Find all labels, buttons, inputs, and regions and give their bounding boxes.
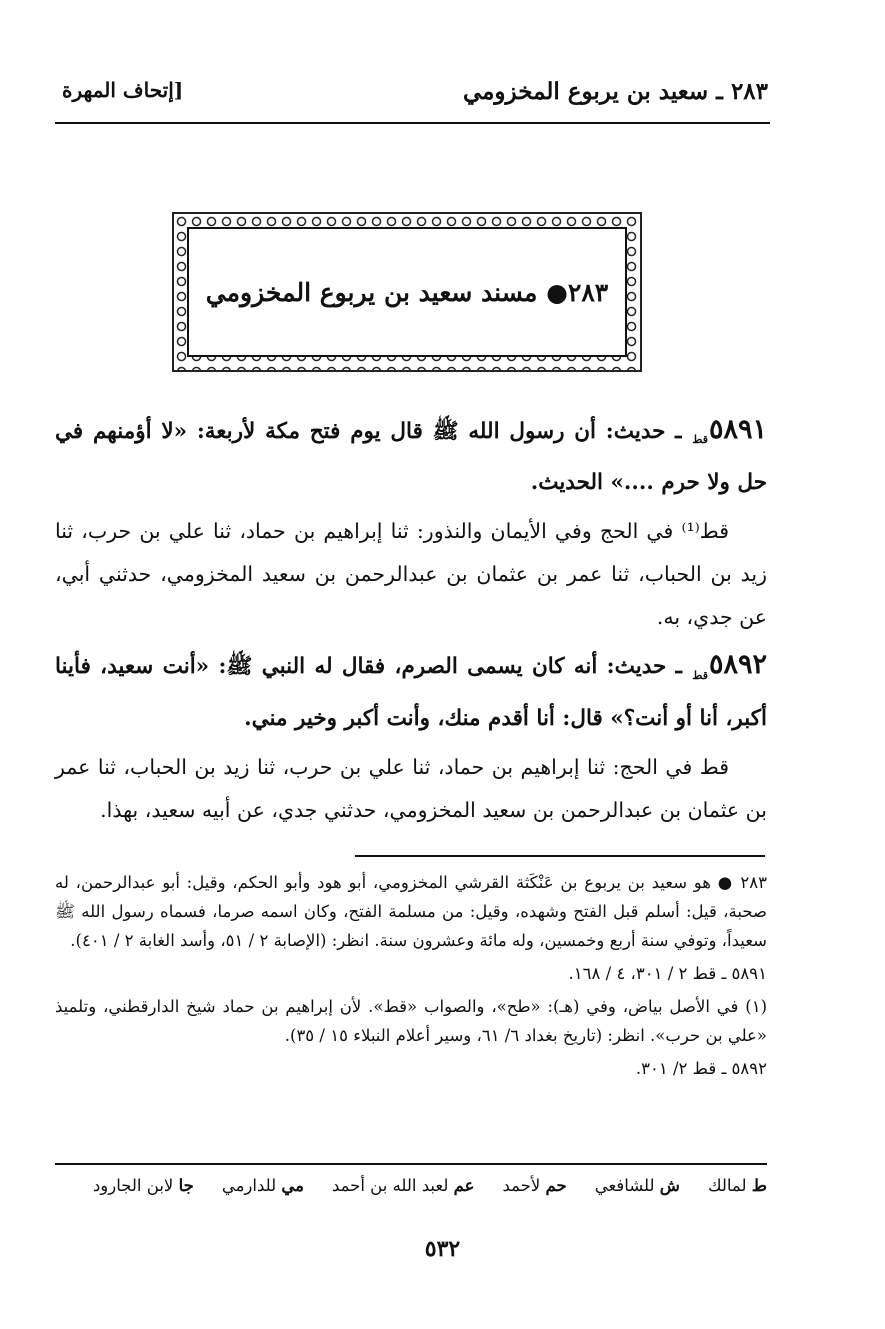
header-book-title: [إتحاف المهرة <box>62 78 184 102</box>
footnote-reference: ٥٨٩٢ ـ قط ٢/ ٣٠١. <box>635 1059 767 1078</box>
header-chapter-title: ٢٨٣ ـ سعيد بن يربوع المخزومي <box>462 78 768 105</box>
page-number: ٥٣٢ <box>424 1236 461 1262</box>
musnad-title: ٢٨٣● مسند سعيد بن يربوع المخزومي <box>205 277 609 307</box>
isnad-5891: قط⁽¹⁾ في الحج وفي الأيمان والنذور: ثنا إبراهيم بن حماد، ثنا علي بن حرب، ثنا زيد بن الحباب، ثنا عمر بن عثمان بن عبدالرحمن بن سعيد المخزومي، حدثني أبي، عن جدي، به. <box>55 519 767 630</box>
hadith-5891 <box>55 408 767 504</box>
siglum-entry: ط لمالك <box>707 1176 767 1195</box>
hadith-text: ـ حديث: أنه كان يسمى الصرم، فقال له النبي ﷺ: «أنت سعيد، فأينا أكبر، أنا أو أنت؟» قال: أنا أقدم منك، وأنت أكبر وخير مني. <box>55 654 767 731</box>
siglum-entry: عم لعبد الله بن أحمد <box>331 1176 475 1195</box>
main-text <box>55 408 767 832</box>
hadith-number: ٥٨٩٢ <box>708 649 767 681</box>
siglum-entry: جا لابن الجارود <box>92 1176 194 1195</box>
siglum-entry: مي للدارمي <box>221 1176 304 1195</box>
footnote-reference: ٥٨٩١ ـ قط ٢ / ٣٠١، ٤ / ١٦٨. <box>568 964 767 983</box>
hadith-number: ٥٨٩١ <box>708 414 767 445</box>
header-rule <box>55 122 770 124</box>
sigla-key <box>55 1176 767 1195</box>
footnote-biography: ٢٨٣ ● هو سعيد بن يربوع بن عَنْكَثة القرشي المخزومي، أبو هود وأبو الحكم، وقيل: أبو عبدالرحمن، له صحبة، قيل: أسلم قبل الفتح وشهده، وقيل: من مسلمة الفتح، وكان اسمه صرما، فسماه رسول الله ﷺ سعيداً، وتوفي سنة أربع وخمسين، وله مائة وعشرون سنة. انظر: (الإصابة ٢ / ٥١، وأسد الغابة ٢ / ٤٠١). <box>55 873 767 950</box>
footnotes <box>55 868 767 1083</box>
siglum-marker: قط <box>692 433 708 447</box>
siglum-marker: قط <box>692 668 708 682</box>
footnote-rule <box>355 855 765 857</box>
footnote-note: (١) في الأصل بياض، وفي (هـ): «طح»، والصواب «قط». لأن إبراهيم بن حماد شيخ الدارقطني، وتلميذ «علي بن حرب». انظر: (تاريخ بغداد ٦/ ٦١، وسير أعلام النبلاء ١٥ / ٣٥). <box>55 997 767 1045</box>
siglum-entry: حم لأحمد <box>502 1176 567 1195</box>
isnad-5892: قط في الحج: ثنا إبراهيم بن حماد، ثنا علي بن حرب، ثنا زيد بن الحباب، ثنا عمر بن عثمان بن عبدالرحمن بن سعيد المخزومي، حدثني جدي، عن أبيه سعيد، بهذا. <box>55 754 767 822</box>
running-header <box>62 72 768 112</box>
hadith-text: ـ حديث: أن رسول الله ﷺ قال يوم فتح مكة لأربعة: «لا أؤمنهم في حل ولا حرم ....» الحديث. <box>55 419 767 496</box>
sigla-rule <box>55 1163 767 1165</box>
hadith-5892 <box>55 643 767 739</box>
siglum-entry: ش للشافعي <box>594 1176 680 1195</box>
title-frame-inner <box>187 227 627 357</box>
ornamental-title-frame <box>172 212 642 372</box>
